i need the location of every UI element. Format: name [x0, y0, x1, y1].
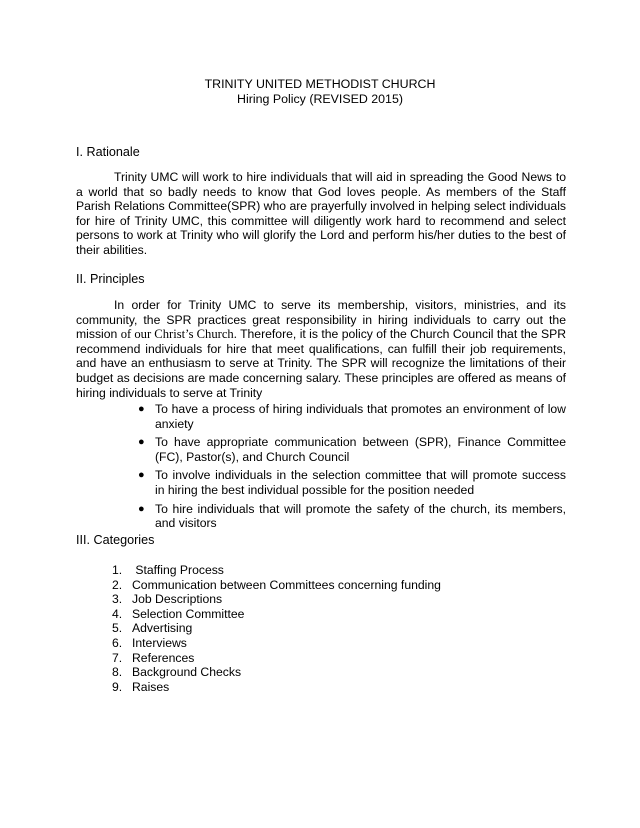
- list-item: 4. Selection Committee: [112, 606, 245, 621]
- document-header: [0, 77, 640, 107]
- section-heading-principles: II. Principles: [76, 272, 145, 286]
- list-item: 6. Interviews: [112, 635, 187, 650]
- section-heading-rationale: I. Rationale: [76, 145, 140, 159]
- bullet-text: To involve individuals in the selection committee that will promote success in hiring the best individual possible for the position needed: [155, 468, 566, 497]
- bullet-item: [138, 468, 566, 497]
- categories-list: [112, 563, 441, 694]
- bullet-icon: ●: [138, 436, 145, 449]
- bullet-item: [138, 502, 566, 531]
- list-item: 7. References: [112, 650, 195, 665]
- list-item: 5. Advertising: [112, 621, 193, 636]
- bullet-icon: ●: [138, 403, 145, 415]
- principles-paragraph: [76, 298, 566, 400]
- bullet-text: To hire individuals that will promote the safety of the church, its members, and visitors: [155, 501, 566, 531]
- bullet-icon: ●: [138, 469, 145, 482]
- list-item: 1. Staffing Process: [112, 563, 224, 577]
- bullet-icon: ●: [138, 502, 145, 515]
- bullet-text: To have appropriate communication between (SPR), Finance Committee (FC), Pastor(s), and Church Council: [155, 435, 566, 464]
- policy-subtitle: Hiring Policy (REVISED 2015): [237, 92, 403, 106]
- rationale-text: Trinity UMC will work to hire individuals that will aid in spreading the Good News to a world that so badly needs to know that God loves people. As members of the Staff Parish Relations Committee(SPR) who are prayerfully involved in helping select individuals for hire of Trinity UMC, this committee will diligently work hard to recommend and select persons to work at Trinity who will glorify the Lord and perform his/her duties to the best of their abilities.: [76, 170, 566, 257]
- bullet-item: [138, 402, 566, 431]
- section-heading-categories: III. Categories: [76, 533, 155, 547]
- list-item: 9. Raises: [112, 679, 170, 694]
- principles-bullet-list: [138, 402, 566, 535]
- principles-text-serif: of our Christ’s Church.: [120, 327, 237, 342]
- church-title: TRINITY UNITED METHODIST CHURCH: [204, 77, 436, 91]
- rationale-paragraph: [76, 170, 566, 258]
- principles-text-part1: In order for Trinity UMC to serve its membership, visitors, ministries, and its community, the SPR practices great responsibility in hiring individuals to carry out the mission: [76, 298, 566, 342]
- principles-text-part2: Therefore, it is the policy of the Church Council that the SPR recommend individuals for hire that meet qualifications, can fulfill their job requirements, and have an enthusiasm to serve at Trinity. The SPR will recognize the limitations of their budget as decisions are made concerning salary. These principles are offered as means of hiring individuals to serve at Trinity: [76, 327, 567, 400]
- list-item: 3. Job Descriptions: [112, 592, 223, 607]
- list-item: 2. Communication between Committees concerning funding: [112, 577, 441, 592]
- bullet-text: To have a process of hiring individuals that promotes an environment of low anxiety: [155, 402, 566, 431]
- list-item: 8. Background Checks: [112, 665, 242, 680]
- bullet-item: [138, 435, 566, 464]
